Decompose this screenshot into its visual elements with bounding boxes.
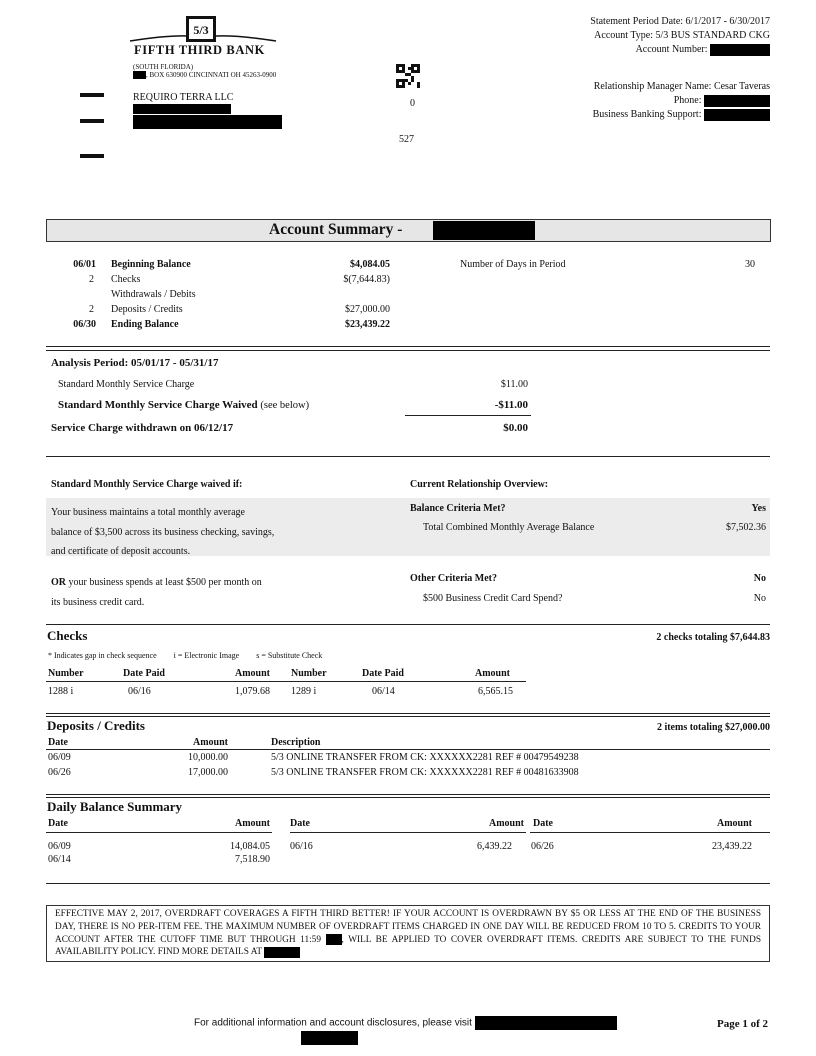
- deposit-description: 5/3 ONLINE TRANSFER FROM CK: XXXXXX2281 REF # 00479549238: [271, 752, 579, 763]
- condition-2: OR your business spends at least $500 per month on its business credit card.: [51, 577, 262, 608]
- checks-legend: * Indicates gap in check sequence i = Electronic Image s = Substitute Check: [48, 651, 323, 660]
- check-number: 1289 i: [291, 686, 317, 697]
- daily-amount: 23,439.22: [712, 841, 752, 852]
- account-number: Account Number:: [590, 43, 770, 57]
- checks-title: Checks: [47, 628, 88, 643]
- daily-header-date-3: Date: [533, 818, 553, 829]
- check-number: 1288 i: [48, 686, 74, 697]
- analysis-period-title: Analysis Period: 05/01/17 - 05/31/17: [51, 357, 219, 369]
- daily-amount: 14,084.05: [230, 841, 270, 852]
- combined-balance-value: $7,502.36: [726, 522, 766, 533]
- criteria-1-value: Yes: [751, 503, 766, 514]
- summary-label: Checks: [111, 274, 141, 285]
- check-amount: 1,079.68: [235, 686, 270, 697]
- card-spend-value: No: [753, 593, 766, 604]
- deposit-description: 5/3 ONLINE TRANSFER FROM CK: XXXXXX2281 REF # 00481633908: [271, 767, 579, 778]
- postal-mark: [80, 154, 104, 158]
- checks-header-number: Number: [48, 668, 84, 679]
- sequence-number: 527: [399, 134, 414, 145]
- bank-region: (SOUTH FLORIDA): [133, 63, 194, 71]
- overview-title: Current Relationship Overview:: [410, 479, 549, 490]
- condition-1: Your business maintains a total monthly average balance of $3,500 across its business checking, savings, and certificate of deposit accounts.: [51, 507, 275, 557]
- redaction: [475, 1016, 617, 1030]
- footer-text: For additional information and account disclosures, please visit: [194, 1016, 617, 1030]
- summary-label: Withdrawals / Debits: [111, 289, 196, 300]
- days-value: 30: [745, 259, 755, 270]
- daily-header-amount-1: Amount: [234, 818, 270, 829]
- postal-mark: [80, 93, 104, 97]
- daily-header-date-1: Date: [48, 818, 68, 829]
- check-date: 06/16: [128, 686, 151, 697]
- criteria-2-label: Other Criteria Met?: [410, 573, 497, 584]
- redaction: [301, 1031, 358, 1045]
- deposits-header-amount: Amount: [192, 737, 228, 748]
- summary-label: Ending Balance: [111, 319, 179, 330]
- bank-logo-icon: [128, 14, 278, 44]
- check-amount: 6,565.15: [478, 686, 513, 697]
- bank-address: , BOX 630900 CINCINNATI OH 45263-0900: [133, 71, 276, 79]
- withdrawn-value: $0.00: [503, 422, 528, 434]
- summary-amount: $27,000.00: [345, 304, 390, 315]
- criteria-2-value: No: [753, 573, 766, 584]
- svg-text:5/3: 5/3: [193, 23, 209, 37]
- daily-amount: 6,439.22: [477, 841, 512, 852]
- redaction: [433, 221, 535, 240]
- daily-balance-title: Daily Balance Summary: [47, 799, 183, 814]
- daily-header-amount-2: Amount: [488, 818, 524, 829]
- summary-count: 2: [89, 274, 94, 285]
- daily-header-amount-3: Amount: [716, 818, 752, 829]
- daily-date: 06/14: [48, 854, 71, 865]
- summary-label: Beginning Balance: [111, 259, 191, 270]
- checks-header-date: Date Paid: [123, 668, 165, 679]
- charge-label: Standard Monthly Service Charge: [58, 379, 195, 390]
- waived-label: Standard Monthly Service Charge Waived (see below): [58, 399, 310, 411]
- waiver-title: Standard Monthly Service Charge waived if:: [51, 479, 243, 490]
- redaction: [326, 934, 342, 945]
- deposit-date: 06/09: [48, 752, 71, 763]
- checks-header-amount-2: Amount: [474, 668, 510, 679]
- deposit-amount: 17,000.00: [188, 767, 228, 778]
- daily-date: 06/16: [290, 841, 313, 852]
- overdraft-notice: EFFECTIVE MAY 2, 2017, OVERDRAFT COVERAGES A FIFTH THIRD BETTER! IF YOUR ACCOUNT IS OVERDRAWN BY $5 OR LESS AT THE END OF THE BUSINESS DAY, THERE IS NO PER-ITEM FEE. THE MAXIMUM NUMBER OF OVERDRAFT ITEMS CHARGED IN ONE DAY WILL BE REDUCED FROM 10 TO 5. CREDITS TO YOUR ACCOUNT AFTER THE CUTOFF TIME BUT THROUGH 11:59 , WILL BE APPLIED TO COVER OVERDRAFT ITEMS. CREDITS ARE SUBJECT TO THE FUNDS AVAILABILITY POLICY. FIND MORE DETAILS AT: [46, 905, 770, 962]
- deposits-header-description: Description: [271, 737, 321, 748]
- checks-header-date-2: Date Paid: [362, 668, 404, 679]
- check-date: 06/14: [372, 686, 395, 697]
- summary-amount: $4,084.05: [350, 259, 390, 270]
- summary-label: Deposits / Credits: [111, 304, 183, 315]
- postal-mark: [80, 119, 104, 123]
- customer-name: REQUIRO TERRA LLC: [133, 92, 234, 103]
- deposits-header-date: Date: [48, 737, 68, 748]
- phone: Phone:: [593, 94, 770, 108]
- checks-header-amount: Amount: [234, 668, 270, 679]
- bank-logo: [128, 14, 278, 60]
- summary-date: 06/30: [73, 319, 96, 330]
- charge-value: $11.00: [500, 379, 528, 390]
- qr-code-icon: [396, 64, 420, 88]
- page-number: Page 1 of 2: [716, 1018, 768, 1030]
- summary-date: 06/01: [73, 259, 96, 270]
- redaction: [133, 115, 282, 129]
- daily-amount: 7,518.90: [235, 854, 270, 865]
- days-label: Number of Days in Period: [460, 259, 566, 270]
- card-spend-label: $500 Business Credit Card Spend?: [423, 593, 563, 604]
- daily-header-date-2: Date: [290, 818, 310, 829]
- bank-name: FIFTH THIRD BANK: [134, 43, 265, 57]
- redaction: [704, 109, 770, 121]
- checks-header-number-2: Number: [291, 668, 327, 679]
- statement-period: Statement Period Date: 6/1/2017 - 6/30/2017: [590, 16, 770, 27]
- account-summary-banner: [46, 219, 771, 242]
- withdrawn-label: Service Charge withdrawn on 06/12/17: [51, 422, 234, 434]
- redaction: [704, 95, 770, 107]
- deposits-title: Deposits / Credits: [47, 718, 145, 733]
- criteria-1-label: Balance Criteria Met?: [410, 503, 506, 514]
- summary-amount: $(7,644.83): [343, 274, 390, 285]
- checks-total: 2 checks totaling $7,644.83: [656, 632, 770, 643]
- redaction: [264, 947, 300, 958]
- relationship-manager: Relationship Manager Name: Cesar Taveras: [593, 81, 770, 92]
- summary-count: 2: [89, 304, 94, 315]
- account-type: Account Type: 5/3 BUS STANDARD CKG: [594, 30, 770, 41]
- deposit-date: 06/26: [48, 767, 71, 778]
- deposit-amount: 10,000.00: [188, 752, 228, 763]
- waived-value: -$11.00: [494, 399, 528, 411]
- combined-balance-label: Total Combined Monthly Average Balance: [423, 522, 595, 533]
- banking-support: Business Banking Support:: [593, 108, 770, 122]
- mail-code: 0: [410, 98, 415, 109]
- summary-amount: $23,439.22: [345, 319, 390, 330]
- redaction: [133, 71, 146, 79]
- daily-date: 06/26: [531, 841, 554, 852]
- redaction: [133, 104, 231, 114]
- redaction: [710, 44, 770, 56]
- account-summary-title: Account Summary -: [269, 221, 403, 238]
- daily-date: 06/09: [48, 841, 71, 852]
- deposits-total: 2 items totaling $27,000.00: [656, 722, 770, 733]
